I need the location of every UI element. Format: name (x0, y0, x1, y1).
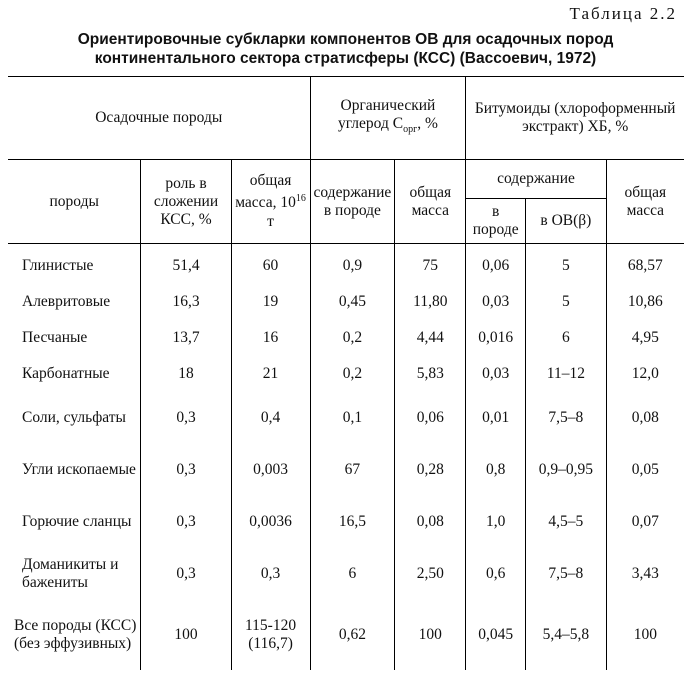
header-in-ov: в ОВ(β) (526, 199, 607, 244)
header-content: содержание (466, 160, 606, 199)
table-row: Все породы (КСС) (без эффузивных) 100 115-120 (116,7) 0,62 100 0,045 5,4–5,8 100 (8, 600, 684, 670)
table-row: Угли ископаемые 0,3 0,003 67 0,28 0,8 0,9–0,95 0,05 (8, 444, 684, 496)
header-corg: Органический углерод $C_{орг}$, % (310, 77, 466, 160)
header-sedimentary: Осадочные породы (95, 109, 223, 126)
data-table (8, 76, 684, 670)
header-bit-mass: общая масса (606, 160, 684, 244)
header-rocks: породы (8, 160, 141, 244)
table-row: Соли, сульфаты 0,3 0,4 0,1 0,06 0,01 7,5–8 0,08 (8, 392, 684, 444)
table-row: Глинистые 51,4 60 0,9 75 0,06 5 68,57 (8, 244, 684, 285)
header-corg-mass: общая масса (395, 160, 466, 244)
title-line-1: Ориентировочные субкларки компонентов ОВ для осадочных пород (77, 31, 614, 48)
header-mass: общая масса, $10^{16}$ т (231, 160, 310, 244)
table-row: Горючие сланцы 0,3 0,0036 16,5 0,08 1,0 4,5–5 0,07 (8, 496, 684, 548)
table-row: Песчаные 13,7 16 0,2 4,44 0,016 6 4,95 (8, 320, 684, 356)
header-corg-content: содержание в породе (310, 160, 395, 244)
table-number: Таблица 2.2 (569, 4, 677, 23)
table-row: Доманикиты и бажениты 0,3 0,3 6 2,50 0,6 7,5–8 3,43 (8, 548, 684, 600)
header-in-rock: в породе (466, 199, 526, 244)
title-line-2: континентального сектора стратисферы (КСС) (Вассоевич, 1972) (94, 50, 597, 67)
table-row: Карбонатные 18 21 0,2 5,83 0,03 11–12 12,0 (8, 356, 684, 392)
header-bitumoids: Битумоиды (хлороформенный экстракт) ХБ, % (466, 77, 684, 160)
header-role: роль в сложении КСС, % (141, 160, 231, 244)
table-title (0, 30, 691, 68)
table-row: Алевритовые 16,3 19 0,45 11,80 0,03 5 10,86 (8, 284, 684, 320)
